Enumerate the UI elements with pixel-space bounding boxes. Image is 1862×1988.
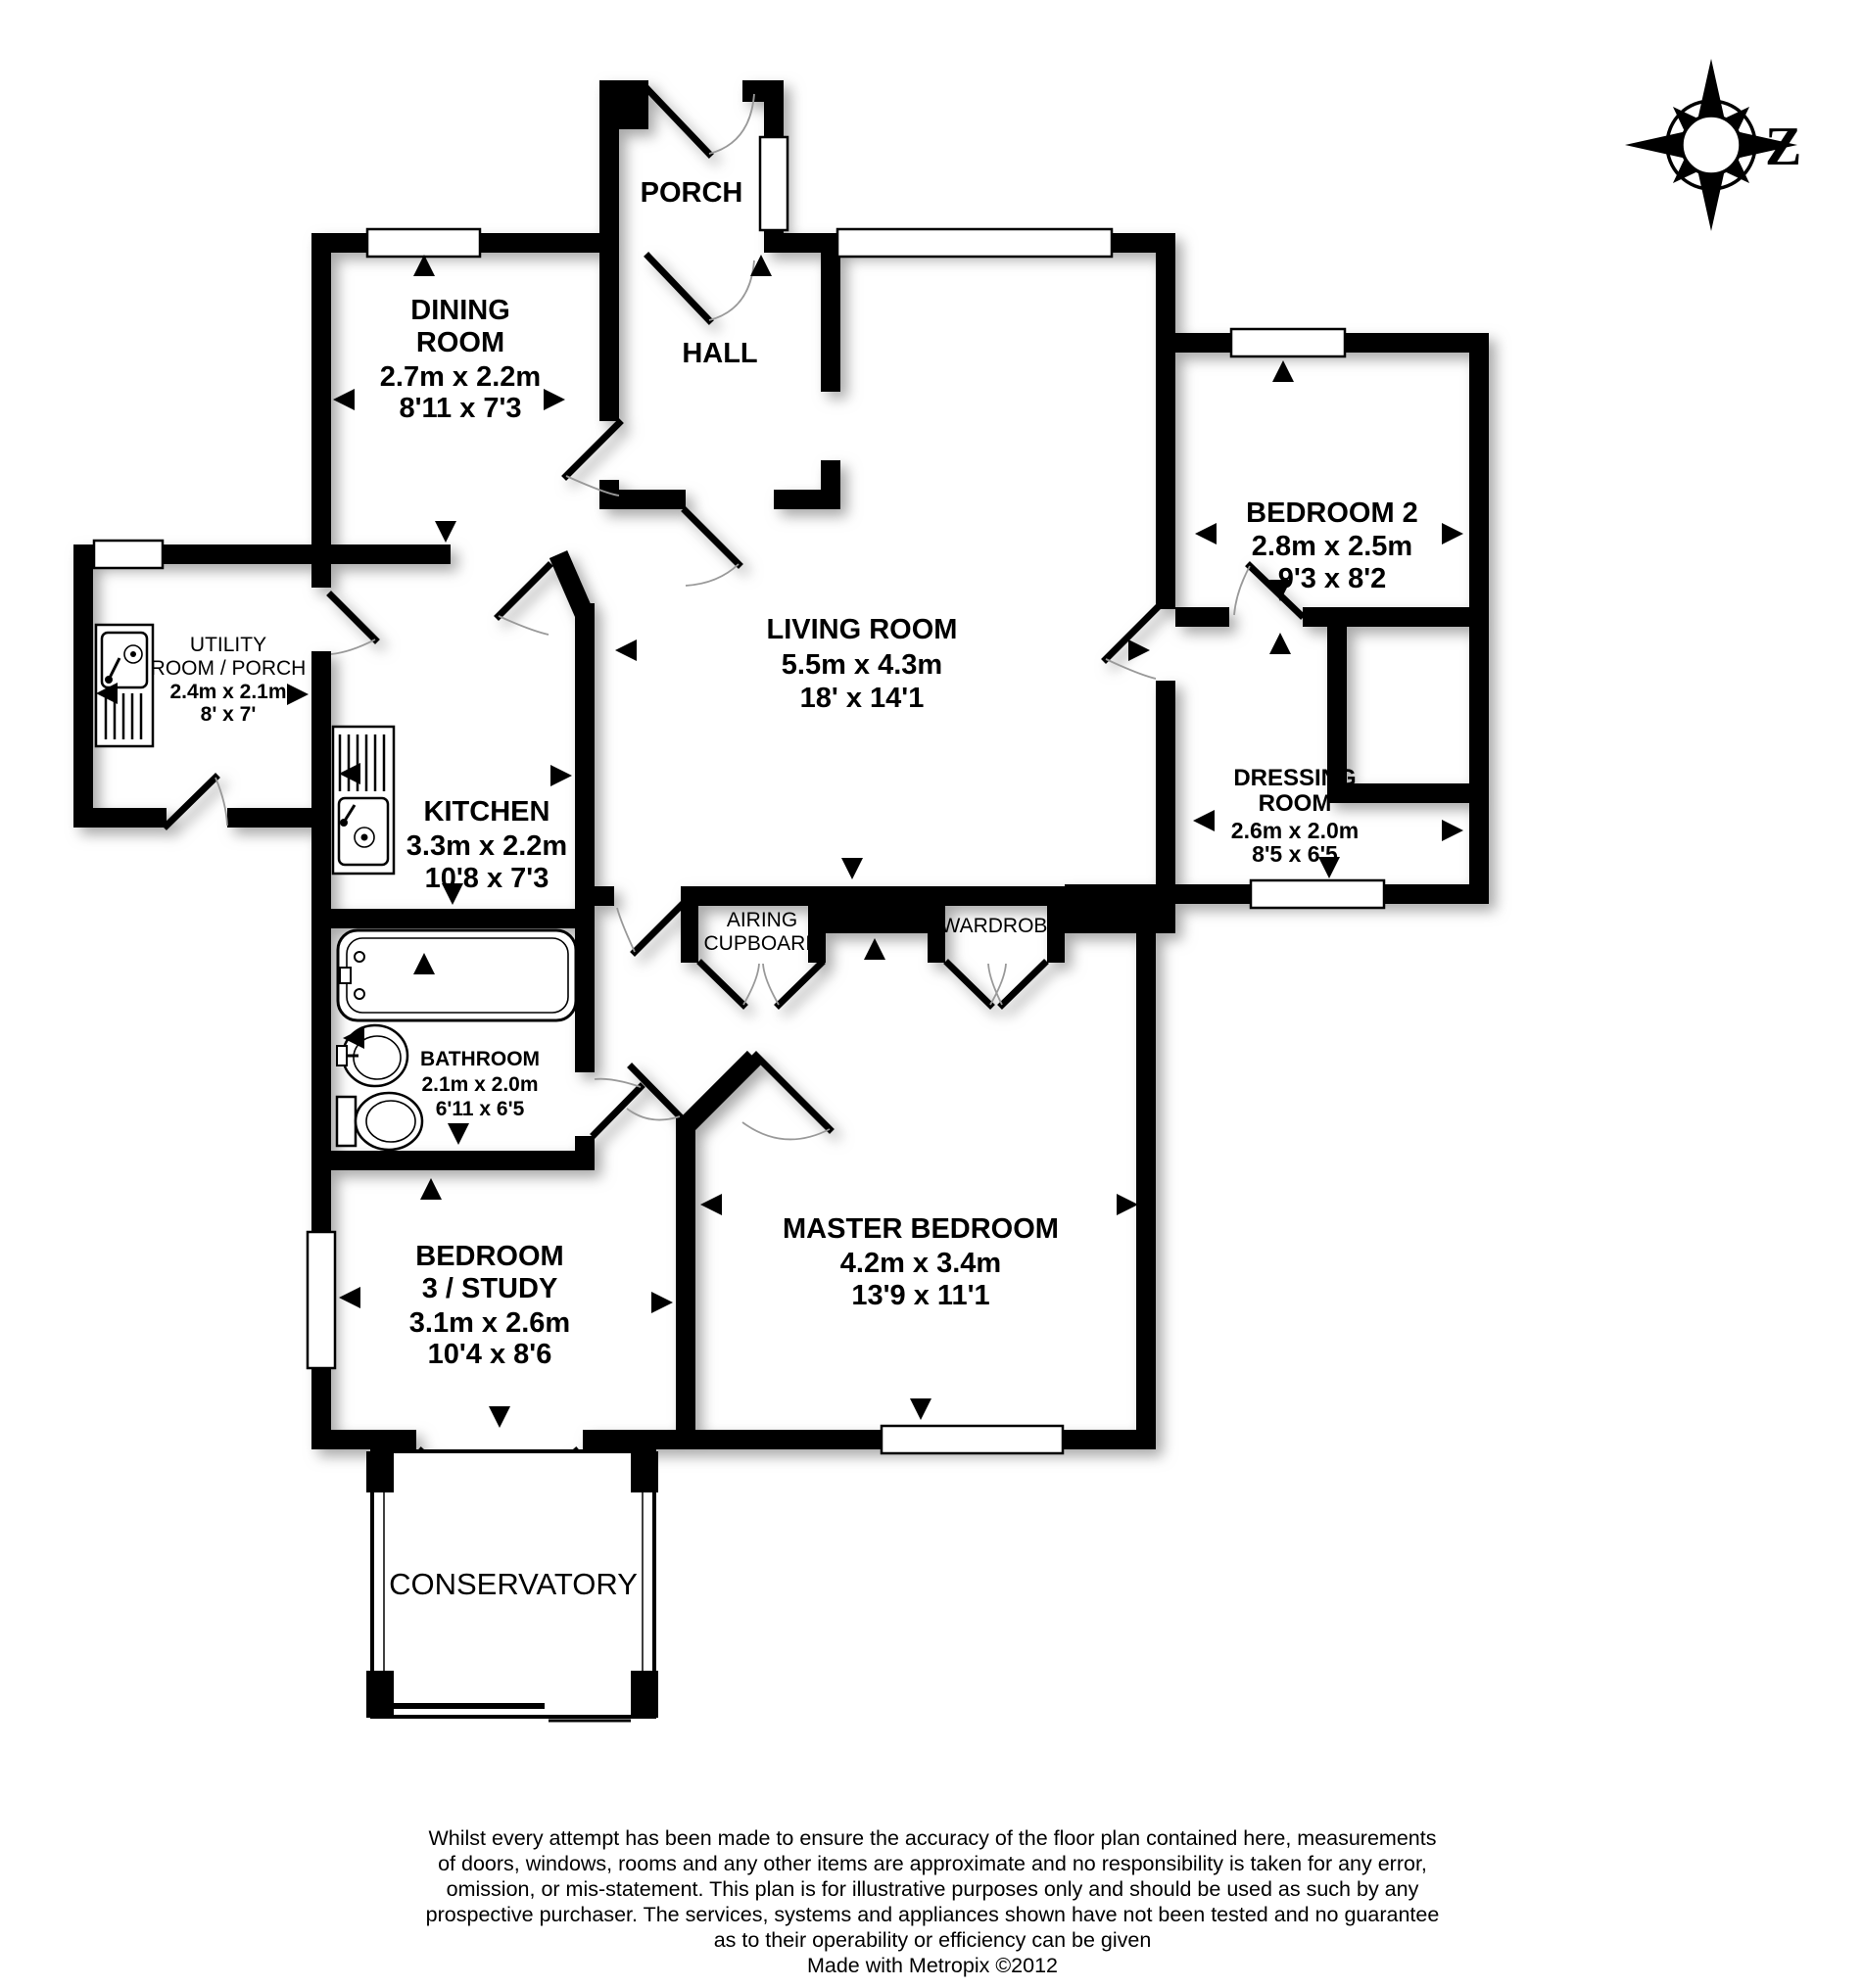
svg-text:3 / STUDY: 3 / STUDY	[421, 1273, 558, 1304]
disclaimer	[426, 1826, 1440, 1977]
svg-text:ROOM / PORCH: ROOM / PORCH	[150, 657, 307, 680]
svg-text:MASTER BEDROOM: MASTER BEDROOM	[783, 1213, 1059, 1245]
window-porch	[760, 137, 788, 230]
toilet	[337, 1093, 422, 1150]
bath	[338, 930, 576, 1020]
svg-text:DINING: DINING	[410, 295, 510, 326]
label-airing-cupboard	[703, 909, 820, 955]
svg-text:BEDROOM: BEDROOM	[415, 1241, 564, 1272]
svg-text:BATHROOM: BATHROOM	[419, 1048, 541, 1070]
compass-icon	[1625, 59, 1801, 231]
svg-text:2.4m x 2.1m: 2.4m x 2.1m	[169, 681, 287, 703]
label-bedroom3	[409, 1241, 570, 1370]
svg-text:BEDROOM 2: BEDROOM 2	[1246, 497, 1418, 529]
label-bathroom	[420, 1048, 540, 1120]
svg-text:KITCHEN: KITCHEN	[423, 796, 550, 828]
svg-text:2.8m x 2.5m: 2.8m x 2.5m	[1251, 531, 1413, 562]
basin	[337, 1025, 407, 1086]
svg-text:18' x 14'1: 18' x 14'1	[799, 683, 925, 714]
svg-text:AIRING: AIRING	[726, 909, 798, 931]
svg-text:as to their operability or eff: as to their operability or efficiency can be given	[713, 1928, 1152, 1952]
svg-text:2.7m x 2.2m: 2.7m x 2.2m	[379, 361, 542, 393]
svg-text:8'11 x 7'3: 8'11 x 7'3	[399, 393, 522, 424]
label-kitchen	[406, 796, 567, 894]
svg-text:Whilst every attempt has been: Whilst every attempt has been made to ensure the accuracy of the floor plan contained here, measurements	[428, 1826, 1437, 1850]
utility-sink	[96, 625, 153, 746]
window-utility	[94, 541, 163, 568]
svg-text:CUPBOARD: CUPBOARD	[703, 932, 821, 955]
svg-text:UTILITY: UTILITY	[189, 634, 267, 656]
svg-text:2.6m x 2.0m: 2.6m x 2.0m	[1230, 818, 1360, 843]
svg-text:5.5m x 4.3m: 5.5m x 4.3m	[781, 649, 943, 681]
window-living	[837, 229, 1112, 257]
svg-text:3.3m x 2.2m: 3.3m x 2.2m	[406, 830, 568, 862]
kitchen-sink	[333, 727, 394, 874]
label-living-room	[767, 614, 958, 714]
svg-text:of doors, windows, rooms and a: of doors, windows, rooms and any other items are approximate and no responsibility is taken for any error,	[438, 1852, 1427, 1875]
svg-text:8'5 x 6'5: 8'5 x 6'5	[1252, 841, 1338, 867]
window-master	[882, 1426, 1063, 1453]
svg-text:omission, or mis-statement. Th: omission, or mis-statement. This plan is for illustrative purposes only and should be used as such by any	[446, 1877, 1419, 1901]
svg-text:9'3 x 8'2: 9'3 x 8'2	[1277, 563, 1387, 594]
label-porch: PORCH	[640, 177, 743, 209]
label-wardrobe: WARDROBE	[940, 915, 1062, 937]
svg-text:2.1m x 2.0m: 2.1m x 2.0m	[421, 1073, 539, 1096]
label-master-bedroom	[783, 1213, 1059, 1311]
window-bedroom2	[1231, 329, 1345, 356]
svg-text:DRESSING: DRESSING	[1233, 765, 1357, 791]
label-dressing-room	[1231, 765, 1359, 867]
svg-text:10'4 x 8'6: 10'4 x 8'6	[427, 1339, 552, 1370]
svg-text:6'11 x 6'5: 6'11 x 6'5	[435, 1098, 525, 1120]
label-dining-room	[380, 295, 541, 424]
svg-text:13'9 x 11'1: 13'9 x 11'1	[851, 1280, 990, 1311]
svg-text:LIVING ROOM: LIVING ROOM	[766, 614, 958, 645]
svg-text:ROOM: ROOM	[1258, 790, 1332, 817]
svg-text:ROOM: ROOM	[415, 327, 505, 358]
label-utility-room	[151, 634, 307, 726]
label-conservatory: CONSERVATORY	[389, 1567, 638, 1601]
label-hall: HALL	[682, 338, 758, 369]
svg-text:8' x 7': 8' x 7'	[200, 703, 257, 726]
svg-text:4.2m x 3.4m: 4.2m x 3.4m	[839, 1248, 1002, 1279]
window-dressing	[1251, 880, 1384, 908]
svg-text:prospective purchaser. The ser: prospective purchaser. The services, systems and appliances shown have not been tested and no guarantee	[425, 1903, 1440, 1926]
svg-text:3.1m x 2.6m: 3.1m x 2.6m	[408, 1307, 571, 1339]
window-bedroom3	[308, 1232, 335, 1368]
metropix-credit: Made with Metropix ©2012	[806, 1954, 1059, 1977]
compass-letter: Z	[1765, 117, 1802, 177]
svg-text:10'8 x 7'3: 10'8 x 7'3	[424, 863, 549, 894]
window-dining	[367, 229, 480, 257]
